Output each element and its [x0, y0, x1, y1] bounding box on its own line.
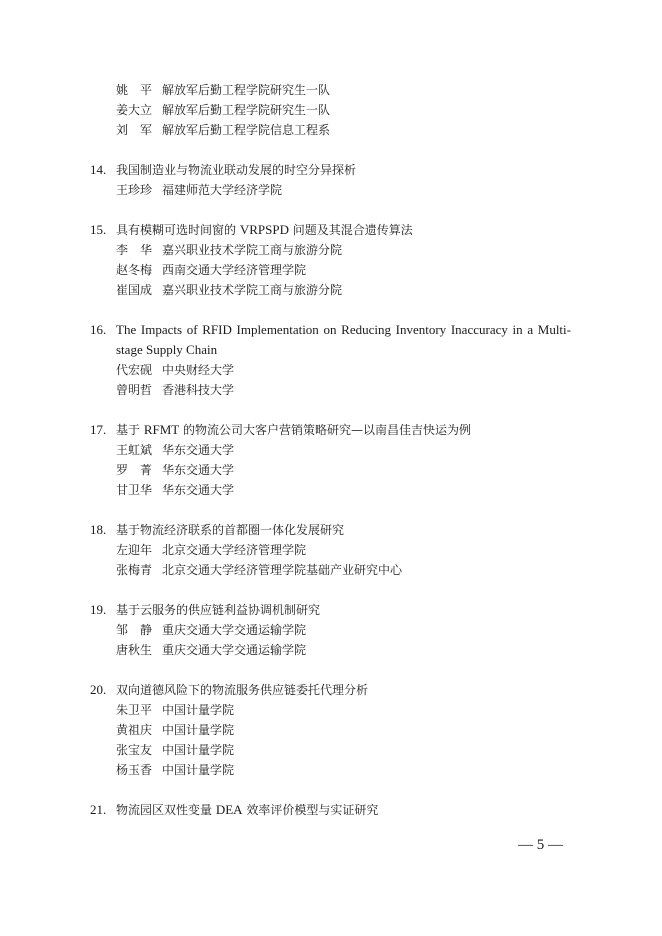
author-name: 杨玉香 [116, 763, 153, 777]
author-line [116, 443, 234, 457]
title-term: DEA [215, 802, 243, 817]
entry-number: 16. [90, 322, 107, 337]
author-line [116, 263, 306, 277]
author-affiliation: 重庆交通大学交通运输学院 [162, 623, 307, 637]
author-name: 罗 菁 [116, 463, 153, 477]
author-name: 朱卫平 [116, 703, 153, 717]
entry-title: 基于物流经济联系的首都圈一体化发展研究 [116, 523, 345, 537]
author-line [116, 543, 306, 557]
title-term: RFMT [143, 422, 180, 437]
title-text: 基于 [116, 423, 144, 437]
entry-title [116, 803, 378, 817]
page-number: — 5 — [518, 837, 563, 853]
author-affiliation: 解放军后勤工程学院研究生一队 [162, 103, 331, 117]
author-line [116, 363, 234, 377]
author-affiliation: 香港科技大学 [162, 383, 235, 397]
title-text: 的物流公司大客户营销策略研究—以南昌佳吉快运为例 [179, 423, 472, 437]
author-name: 李 华 [116, 243, 153, 257]
entry-number: 15. [90, 222, 107, 237]
author-name: 甘卫华 [116, 483, 153, 497]
author-line [116, 623, 306, 637]
entry-title: The Impacts of RFID Implementation on Reducing Inventory Inaccuracy in a Multi-stage Supply Chain [116, 322, 571, 357]
author-name: 左迎年 [116, 543, 153, 557]
author-name: 张宝友 [116, 743, 153, 757]
author-name: 曾明哲 [116, 383, 153, 397]
entry-title: 双向道德风险下的物流服务供应链委托代理分析 [116, 683, 369, 697]
entry-number: 20. [90, 682, 107, 697]
entry-number: 17. [90, 422, 107, 437]
title-text: 问题及其混合遗传算法 [288, 223, 413, 237]
author-line [116, 723, 234, 737]
author-name: 张梅青 [116, 563, 153, 577]
author-line [116, 383, 234, 397]
title-text: 效率评价模型与实证研究 [242, 803, 379, 817]
author-name: 代宏砚 [116, 363, 153, 377]
author-affiliation: 北京交通大学经济管理学院基础产业研究中心 [162, 563, 403, 577]
author-line [116, 183, 282, 197]
author-name: 唐秋生 [116, 643, 153, 657]
author-affiliation: 华东交通大学 [162, 483, 235, 497]
author-affiliation: 华东交通大学 [162, 463, 235, 477]
author-name: 邹 静 [116, 623, 153, 637]
author-line [116, 83, 330, 97]
entry-number: 19. [90, 602, 107, 617]
author-affiliation: 解放军后勤工程学院信息工程系 [162, 123, 331, 137]
entry-title: 基于云服务的供应链利益协调机制研究 [116, 603, 321, 617]
author-line [116, 483, 234, 497]
entry-title [116, 423, 471, 437]
author-affiliation: 中国计量学院 [162, 763, 235, 777]
entry-number: 18. [90, 522, 107, 537]
author-name: 黄祖庆 [116, 723, 153, 737]
author-line [116, 123, 330, 137]
author-line [116, 283, 342, 297]
author-affiliation: 华东交通大学 [162, 443, 235, 457]
entry-title: 我国制造业与物流业联动发展的时空分异探析 [116, 163, 357, 177]
author-affiliation: 重庆交通大学交通运输学院 [162, 643, 307, 657]
author-line [116, 103, 330, 117]
author-name: 姚 平 [116, 83, 153, 97]
author-affiliation: 西南交通大学经济管理学院 [162, 263, 307, 277]
author-affiliation: 嘉兴职业技术学院工商与旅游分院 [162, 283, 343, 297]
author-name: 王虹斌 [116, 443, 153, 457]
author-affiliation: 解放军后勤工程学院研究生一队 [162, 83, 331, 97]
author-affiliation: 中国计量学院 [162, 743, 235, 757]
author-line [116, 243, 342, 257]
title-text: 具有模糊可选时间窗的 [116, 223, 240, 237]
author-line [116, 643, 306, 657]
author-affiliation: 中国计量学院 [162, 723, 235, 737]
title-text: 物流园区双性变量 [116, 803, 216, 817]
author-line [116, 743, 234, 757]
author-name: 王珍珍 [116, 183, 153, 197]
author-name: 刘 军 [116, 123, 153, 137]
author-name: 姜大立 [116, 103, 153, 117]
author-affiliation: 北京交通大学经济管理学院 [162, 543, 307, 557]
author-line [116, 763, 234, 777]
author-line [116, 463, 234, 477]
author-line [116, 703, 234, 717]
author-affiliation: 嘉兴职业技术学院工商与旅游分院 [162, 243, 343, 257]
entry-number: 14. [90, 162, 107, 177]
author-line [116, 563, 402, 577]
entry-number: 21. [90, 802, 107, 817]
entry-title [116, 223, 413, 237]
author-affiliation: 中央财经大学 [162, 363, 235, 377]
author-name: 崔国成 [116, 283, 153, 297]
author-name: 赵冬梅 [116, 263, 153, 277]
author-affiliation: 中国计量学院 [162, 703, 235, 717]
author-affiliation: 福建师范大学经济学院 [162, 183, 283, 197]
title-term: VRPSPD [239, 222, 289, 237]
